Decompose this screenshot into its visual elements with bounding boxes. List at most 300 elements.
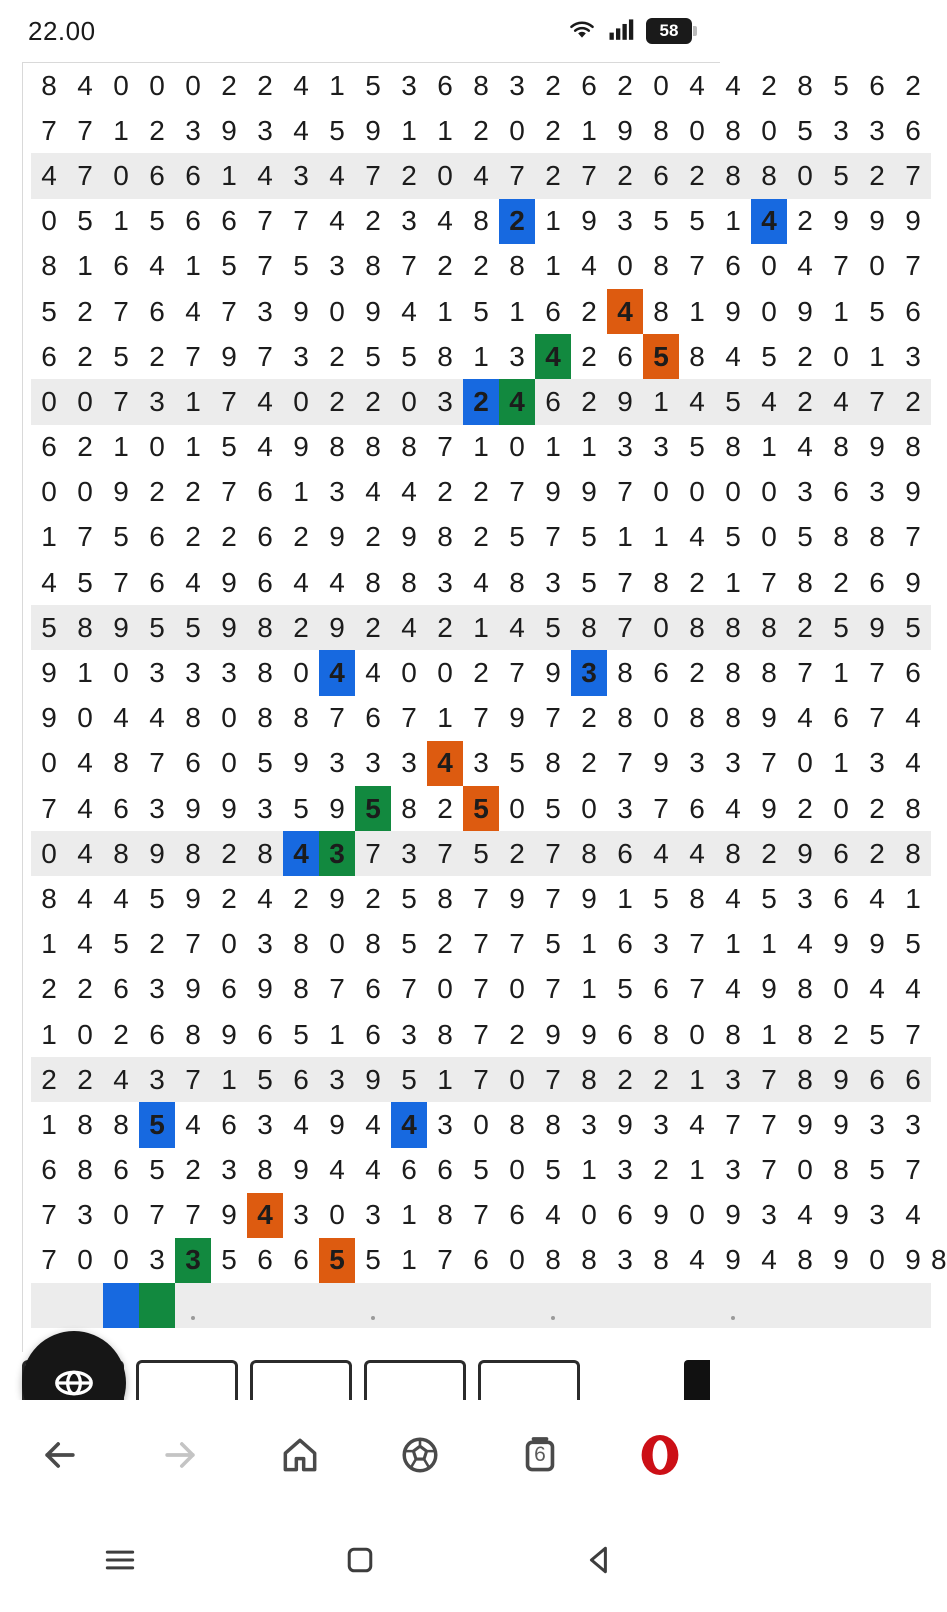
grid-cell[interactable]: 4 xyxy=(77,792,93,824)
grid-cell[interactable]: 9 xyxy=(581,205,597,237)
grid-cell[interactable]: 6 xyxy=(437,69,453,101)
grid-cell[interactable]: 6 xyxy=(725,250,741,282)
grid-cell[interactable]: 8 xyxy=(571,831,607,876)
grid-cell[interactable]: 9 xyxy=(833,205,849,237)
grid-cell[interactable]: 3 xyxy=(319,831,355,876)
grid-cell[interactable]: 3 xyxy=(365,1199,381,1231)
grid-cell[interactable]: 8 xyxy=(761,657,777,689)
grid-cell[interactable]: 3 xyxy=(401,205,417,237)
grid-cell[interactable]: 7 xyxy=(689,928,705,960)
grid-cell[interactable]: 0 xyxy=(329,295,345,327)
grid-cell[interactable]: 5 xyxy=(545,928,561,960)
grid-cell[interactable]: 9 xyxy=(905,205,921,237)
grid-cell[interactable]: 7 xyxy=(427,831,463,876)
grid-cell[interactable]: 8 xyxy=(833,431,849,463)
grid-cell[interactable]: 8 xyxy=(77,1108,93,1140)
grid-cell[interactable]: 4 xyxy=(77,69,93,101)
grid-cell[interactable]: 0 xyxy=(833,340,849,372)
grid-cell[interactable]: 9 xyxy=(725,295,741,327)
grid-cell[interactable]: 9 xyxy=(905,476,921,508)
grid-cell[interactable]: 8 xyxy=(473,69,489,101)
grid-cell[interactable]: 8 xyxy=(293,702,309,734)
grid-cell[interactable]: 0 xyxy=(437,657,453,689)
grid-cell[interactable]: 9 xyxy=(355,1057,391,1102)
grid-cell[interactable]: 0 xyxy=(509,1244,525,1276)
grid-cell[interactable]: 1 xyxy=(833,657,849,689)
grid-cell[interactable]: 2 xyxy=(221,69,237,101)
grid-cell[interactable]: 2 xyxy=(67,1057,103,1102)
grid-cell[interactable]: 4 xyxy=(545,1199,561,1231)
grid-cell[interactable]: 2 xyxy=(617,69,633,101)
grid-cell[interactable]: 1 xyxy=(725,205,741,237)
grid-cell[interactable]: 3 xyxy=(869,476,885,508)
grid-cell[interactable]: 0 xyxy=(149,431,165,463)
grid-cell[interactable]: 2 xyxy=(319,379,355,424)
grid-cell[interactable]: 4 xyxy=(77,882,93,914)
grid-cell[interactable]: 2 xyxy=(761,69,777,101)
grid-cell[interactable]: 1 xyxy=(185,250,201,282)
grid-cell[interactable]: 6 xyxy=(833,702,849,734)
grid-cell[interactable]: 3 xyxy=(617,1154,633,1186)
grid-cell[interactable]: 0 xyxy=(689,1018,705,1050)
grid-cell[interactable]: 1 xyxy=(545,250,561,282)
grid-cell[interactable]: 5 xyxy=(149,882,165,914)
grid-cell[interactable]: 1 xyxy=(545,205,561,237)
grid-cell[interactable]: 7 xyxy=(67,153,103,198)
grid-cell[interactable]: 0 xyxy=(797,747,813,779)
home-button[interactable] xyxy=(325,1525,395,1595)
grid-cell[interactable]: 9 xyxy=(365,295,381,327)
grid-cell[interactable]: 5 xyxy=(823,153,859,198)
grid-cell[interactable]: 1 xyxy=(437,114,453,146)
grid-cell[interactable]: 4 xyxy=(751,199,787,244)
grid-cell[interactable]: 9 xyxy=(905,566,921,598)
grid-cell[interactable]: 5 xyxy=(869,295,885,327)
grid-cell[interactable]: 9 xyxy=(653,747,669,779)
grid-cell[interactable]: 0 xyxy=(221,747,237,779)
grid-cell[interactable]: 5 xyxy=(545,792,561,824)
grid-cell[interactable]: 2 xyxy=(463,379,499,424)
grid-cell[interactable]: 9 xyxy=(833,928,849,960)
grid-cell[interactable]: 9 xyxy=(797,1108,813,1140)
grid-cell[interactable]: 0 xyxy=(31,831,67,876)
grid-cell[interactable]: 8 xyxy=(257,1154,273,1186)
grid-cell[interactable]: 4 xyxy=(293,1108,309,1140)
grid-cell[interactable]: 4 xyxy=(761,1244,777,1276)
grid-cell[interactable]: 6 xyxy=(283,1057,319,1102)
grid-cell[interactable]: 0 xyxy=(41,476,57,508)
grid-cell[interactable]: 3 xyxy=(427,379,463,424)
grid-cell[interactable]: 1 xyxy=(689,1154,705,1186)
grid-cell[interactable]: 7 xyxy=(751,1057,787,1102)
grid-cell[interactable]: 3 xyxy=(653,1108,669,1140)
grid-cell[interactable]: 5 xyxy=(365,69,381,101)
grid-cell[interactable]: 0 xyxy=(509,114,525,146)
grid-cell[interactable]: 5 xyxy=(221,1244,237,1276)
grid-cell[interactable]: 5 xyxy=(77,566,93,598)
grid-cell[interactable]: 3 xyxy=(617,1244,633,1276)
grid-cell[interactable]: 9 xyxy=(329,521,345,553)
grid-cell[interactable]: 3 xyxy=(293,1199,309,1231)
grid-cell[interactable]: 4 xyxy=(401,295,417,327)
grid-cell[interactable]: 7 xyxy=(221,476,237,508)
grid-cell[interactable]: 4 xyxy=(437,205,453,237)
grid-cell[interactable]: 6 xyxy=(905,657,921,689)
grid-cell[interactable]: 6 xyxy=(185,747,201,779)
grid-cell[interactable]: 8 xyxy=(103,831,139,876)
grid-cell[interactable]: 5 xyxy=(319,1238,355,1283)
grid-cell[interactable]: 9 xyxy=(329,882,345,914)
grid-cell[interactable]: 4 xyxy=(283,831,319,876)
grid-cell[interactable]: 4 xyxy=(725,69,741,101)
grid-cell[interactable]: 3 xyxy=(139,379,175,424)
grid-cell[interactable]: 3 xyxy=(797,882,813,914)
grid-cell[interactable]: 4 xyxy=(797,1199,813,1231)
grid-cell[interactable]: 8 xyxy=(571,1057,607,1102)
grid-cell[interactable]: 0 xyxy=(787,153,823,198)
grid-cell[interactable]: 8 xyxy=(689,882,705,914)
grid-cell[interactable]: 7 xyxy=(293,205,309,237)
grid-cell[interactable]: 7 xyxy=(437,431,453,463)
grid-cell[interactable]: 3 xyxy=(329,476,345,508)
grid-cell[interactable]: 4 xyxy=(113,702,129,734)
grid-cell[interactable]: 8 xyxy=(257,657,273,689)
grid-cell[interactable]: 4 xyxy=(293,566,309,598)
grid-cell[interactable]: 1 xyxy=(329,69,345,101)
grid-cell[interactable]: 4 xyxy=(247,153,283,198)
grid-cell[interactable]: 3 xyxy=(473,747,489,779)
grid-cell[interactable]: 7 xyxy=(905,1018,921,1050)
grid-partial-cell[interactable] xyxy=(283,1283,319,1328)
grid-cell[interactable]: 4 xyxy=(607,289,643,334)
grid-cell[interactable]: 3 xyxy=(617,205,633,237)
grid-cell[interactable]: 6 xyxy=(257,1018,273,1050)
grid-cell[interactable]: 6 xyxy=(617,1018,633,1050)
grid-cell[interactable]: 0 xyxy=(761,521,777,553)
grid-cell[interactable]: 5 xyxy=(221,431,237,463)
grid-cell[interactable]: 4 xyxy=(905,702,921,734)
grid-cell[interactable]: 7 xyxy=(185,1199,201,1231)
grid-cell[interactable]: 3 xyxy=(653,928,669,960)
grid-cell[interactable]: 4 xyxy=(293,69,309,101)
grid-cell[interactable]: 5 xyxy=(113,928,129,960)
grid-cell[interactable]: 7 xyxy=(437,1244,453,1276)
grid-cell[interactable]: 1 xyxy=(113,431,129,463)
recents-button[interactable] xyxy=(85,1525,155,1595)
grid-cell[interactable]: 8 xyxy=(77,1154,93,1186)
grid-cell[interactable]: 4 xyxy=(391,1102,427,1147)
grid-cell[interactable]: 2 xyxy=(149,928,165,960)
grid-cell[interactable]: 7 xyxy=(473,928,489,960)
grid-cell[interactable]: 1 xyxy=(473,340,489,372)
grid-cell[interactable]: 7 xyxy=(257,250,273,282)
grid-cell[interactable]: 4 xyxy=(329,1154,345,1186)
grid-cell[interactable]: 7 xyxy=(689,973,705,1005)
grid-partial-cell[interactable] xyxy=(643,1283,679,1328)
grid-cell[interactable]: 5 xyxy=(391,1057,427,1102)
grid-cell[interactable]: 0 xyxy=(401,657,417,689)
grid-cell[interactable]: 3 xyxy=(437,566,453,598)
grid-cell[interactable]: 0 xyxy=(113,657,129,689)
grid-cell[interactable]: 2 xyxy=(535,153,571,198)
grid-cell[interactable]: 7 xyxy=(617,566,633,598)
grid-cell[interactable]: 5 xyxy=(473,1154,489,1186)
grid-cell[interactable]: 7 xyxy=(895,153,931,198)
grid-cell[interactable]: 1 xyxy=(581,431,597,463)
grid-cell[interactable]: 3 xyxy=(437,1108,453,1140)
grid-cell[interactable]: 1 xyxy=(77,250,93,282)
grid-cell[interactable]: 0 xyxy=(473,1108,489,1140)
grid-cell[interactable]: 2 xyxy=(31,1057,67,1102)
grid-cell[interactable]: 7 xyxy=(113,566,129,598)
grid-cell[interactable]: 0 xyxy=(689,476,705,508)
grid-cell[interactable]: 9 xyxy=(787,831,823,876)
grid-cell[interactable]: 4 xyxy=(499,379,535,424)
grid-cell[interactable]: 0 xyxy=(761,114,777,146)
grid-cell[interactable]: 5 xyxy=(401,928,417,960)
opera-menu-button[interactable] xyxy=(623,1418,697,1492)
grid-cell[interactable]: 3 xyxy=(257,295,273,327)
grid-cell[interactable]: 9 xyxy=(869,205,885,237)
grid-cell[interactable]: 8 xyxy=(653,295,669,327)
grid-cell[interactable]: 0 xyxy=(103,153,139,198)
grid-cell[interactable]: 2 xyxy=(185,1154,201,1186)
grid-partial-cell[interactable] xyxy=(247,1283,283,1328)
grid-cell[interactable]: 7 xyxy=(41,792,57,824)
grid-cell[interactable]: 2 xyxy=(869,792,885,824)
grid-cell[interactable]: 0 xyxy=(509,792,525,824)
grid-cell[interactable]: 6 xyxy=(581,69,597,101)
grid-cell[interactable]: 8 xyxy=(545,1108,561,1140)
grid-cell[interactable]: 9 xyxy=(725,1199,741,1231)
grid-cell[interactable]: 2 xyxy=(581,702,597,734)
grid-cell[interactable]: 0 xyxy=(77,1018,93,1050)
grid-cell[interactable]: 2 xyxy=(581,747,597,779)
grid-cell[interactable]: 4 xyxy=(31,153,67,198)
grid-cell[interactable]: 2 xyxy=(473,250,489,282)
grid-cell[interactable]: 9 xyxy=(869,431,885,463)
grid-cell[interactable]: 7 xyxy=(77,114,93,146)
grid-cell[interactable]: 0 xyxy=(797,1154,813,1186)
grid-cell[interactable]: 2 xyxy=(859,153,895,198)
grid-cell[interactable]: 7 xyxy=(257,340,273,372)
grid-cell[interactable]: 8 xyxy=(715,153,751,198)
grid-cell[interactable]: 5 xyxy=(293,250,309,282)
grid-cell[interactable]: 0 xyxy=(67,379,103,424)
grid-cell[interactable]: 5 xyxy=(761,882,777,914)
grid-cell[interactable]: 7 xyxy=(545,973,561,1005)
grid-cell[interactable]: 9 xyxy=(761,702,777,734)
grid-cell[interactable]: 4 xyxy=(257,431,273,463)
grid-cell[interactable]: 8 xyxy=(365,250,381,282)
grid-cell[interactable]: 6 xyxy=(859,1057,895,1102)
grid-cell[interactable]: 4 xyxy=(319,650,355,695)
partial-box[interactable] xyxy=(478,1360,580,1403)
grid-cell[interactable]: 5 xyxy=(869,1018,885,1050)
grid-cell[interactable]: 8 xyxy=(67,605,103,650)
grid-cell[interactable]: 1 xyxy=(77,657,93,689)
grid-cell[interactable]: 5 xyxy=(725,521,741,553)
grid-cell[interactable]: 7 xyxy=(41,1199,57,1231)
grid-cell[interactable]: 0 xyxy=(725,476,741,508)
grid-cell[interactable]: 7 xyxy=(761,1108,777,1140)
grid-cell[interactable]: 7 xyxy=(329,702,345,734)
grid-cell[interactable]: 2 xyxy=(365,205,381,237)
grid-cell[interactable]: 9 xyxy=(211,605,247,650)
grid-cell[interactable]: 4 xyxy=(905,973,921,1005)
grid-cell[interactable]: 8 xyxy=(365,431,381,463)
grid-cell[interactable]: 4 xyxy=(257,882,273,914)
grid-cell[interactable]: 5 xyxy=(113,340,129,372)
grid-cell[interactable]: 8 xyxy=(293,928,309,960)
grid-cell[interactable]: 8 xyxy=(797,1244,813,1276)
grid-cell[interactable]: 1 xyxy=(401,114,417,146)
grid-cell[interactable]: 7 xyxy=(77,521,93,553)
grid-cell[interactable]: 0 xyxy=(221,928,237,960)
grid-cell[interactable]: 2 xyxy=(787,379,823,424)
grid-cell[interactable]: 0 xyxy=(581,1199,597,1231)
grid-cell[interactable]: 5 xyxy=(535,605,571,650)
grid-cell[interactable]: 7 xyxy=(175,1057,211,1102)
grid-cell[interactable]: 9 xyxy=(41,702,57,734)
grid-cell[interactable]: 8 xyxy=(689,702,705,734)
grid-cell[interactable]: 9 xyxy=(221,114,237,146)
grid-cell[interactable]: 3 xyxy=(221,1154,237,1186)
grid-cell[interactable]: 4 xyxy=(869,973,885,1005)
grid-cell[interactable]: 4 xyxy=(319,153,355,198)
grid-cell[interactable]: 4 xyxy=(149,250,165,282)
grid-cell[interactable]: 8 xyxy=(247,605,283,650)
grid-partial-cell[interactable] xyxy=(787,1283,823,1328)
grid-cell[interactable]: 5 xyxy=(895,605,931,650)
grid-cell[interactable]: 7 xyxy=(113,295,129,327)
grid-partial-cell[interactable] xyxy=(679,1283,715,1328)
grid-cell[interactable]: 8 xyxy=(401,431,417,463)
grid-cell[interactable]: 2 xyxy=(113,1018,129,1050)
grid-cell[interactable]: 8 xyxy=(365,566,381,598)
grid-cell[interactable]: 6 xyxy=(653,973,669,1005)
grid-partial-cell[interactable] xyxy=(535,1283,571,1328)
grid-cell[interactable]: 3 xyxy=(905,1108,921,1140)
grid-cell[interactable]: 7 xyxy=(509,476,525,508)
grid-cell[interactable]: 7 xyxy=(833,250,849,282)
grid-cell[interactable]: 1 xyxy=(689,295,705,327)
grid-cell[interactable]: 8 xyxy=(797,1018,813,1050)
grid-cell[interactable]: 6 xyxy=(643,153,679,198)
grid-partial-cell[interactable] xyxy=(499,1283,535,1328)
grid-cell[interactable]: 7 xyxy=(509,657,525,689)
grid-cell[interactable]: 8 xyxy=(247,831,283,876)
grid-cell[interactable]: 8 xyxy=(715,605,751,650)
grid-cell[interactable]: 5 xyxy=(581,521,597,553)
grid-cell[interactable]: 3 xyxy=(149,792,165,824)
grid-cell[interactable]: 3 xyxy=(869,1108,885,1140)
grid-cell[interactable]: 4 xyxy=(689,69,705,101)
grid-cell[interactable]: 6 xyxy=(905,114,921,146)
grid-cell[interactable]: 6 xyxy=(113,973,129,1005)
grid-cell[interactable]: 5 xyxy=(643,334,679,379)
grid-cell[interactable]: 7 xyxy=(653,792,669,824)
grid-cell[interactable]: 2 xyxy=(365,882,381,914)
grid-cell[interactable]: 9 xyxy=(545,1018,561,1050)
grid-cell[interactable]: 4 xyxy=(365,1154,381,1186)
grid-cell[interactable]: 8 xyxy=(401,566,417,598)
grid-cell[interactable]: 2 xyxy=(283,605,319,650)
grid-cell[interactable]: 1 xyxy=(679,1057,715,1102)
grid-cell[interactable]: 2 xyxy=(77,973,93,1005)
grid-cell[interactable]: 3 xyxy=(581,1108,597,1140)
grid-cell[interactable]: 6 xyxy=(257,566,273,598)
grid-cell[interactable]: 0 xyxy=(391,379,427,424)
grid-cell[interactable]: 5 xyxy=(77,205,93,237)
grid-cell[interactable]: 8 xyxy=(797,566,813,598)
grid-cell[interactable]: 6 xyxy=(365,702,381,734)
grid-cell[interactable]: 3 xyxy=(149,973,165,1005)
grid-cell[interactable]: 0 xyxy=(77,702,93,734)
grid-cell[interactable]: 1 xyxy=(869,340,885,372)
grid-cell[interactable]: 8 xyxy=(365,928,381,960)
grid-cell[interactable]: 4 xyxy=(427,741,463,786)
grid-cell[interactable]: 4 xyxy=(77,747,93,779)
grid-cell[interactable]: 4 xyxy=(401,476,417,508)
grid-cell[interactable]: 9 xyxy=(797,295,813,327)
grid-cell[interactable]: 7 xyxy=(545,702,561,734)
grid-cell[interactable]: 1 xyxy=(41,1108,57,1140)
grid-cell[interactable]: 1 xyxy=(545,431,561,463)
grid-cell[interactable]: 1 xyxy=(401,1199,417,1231)
grid-cell[interactable]: 4 xyxy=(679,831,715,876)
grid-cell[interactable]: 5 xyxy=(401,340,417,372)
grid-cell[interactable]: 0 xyxy=(653,69,669,101)
grid-cell[interactable]: 3 xyxy=(401,747,417,779)
grid-partial-cell[interactable] xyxy=(139,1283,175,1328)
grid-cell[interactable]: 9 xyxy=(185,792,201,824)
grid-cell[interactable]: 1 xyxy=(905,882,921,914)
grid-cell[interactable]: 2 xyxy=(437,928,453,960)
grid-cell[interactable]: 6 xyxy=(221,973,237,1005)
grid-cell[interactable]: 8 xyxy=(329,431,345,463)
grid-cell[interactable]: 1 xyxy=(509,295,525,327)
grid-cell[interactable]: 8 xyxy=(653,1244,669,1276)
grid-cell[interactable]: 3 xyxy=(617,792,633,824)
grid-cell[interactable]: 2 xyxy=(77,340,93,372)
grid-cell[interactable]: 7 xyxy=(797,657,813,689)
grid-cell[interactable]: 0 xyxy=(113,1244,129,1276)
grid-cell[interactable]: 8 xyxy=(725,657,741,689)
grid-cell[interactable]: 8 xyxy=(617,657,633,689)
grid-cell[interactable]: 8 xyxy=(725,1018,741,1050)
grid-partial-cell[interactable] xyxy=(31,1283,67,1328)
grid-cell[interactable]: 1 xyxy=(581,1154,597,1186)
grid-cell[interactable]: 3 xyxy=(761,1199,777,1231)
grid-cell[interactable]: 3 xyxy=(257,928,273,960)
grid-cell[interactable]: 5 xyxy=(473,295,489,327)
grid-cell[interactable]: 5 xyxy=(797,114,813,146)
grid-cell[interactable]: 5 xyxy=(329,114,345,146)
grid-cell[interactable]: 5 xyxy=(833,69,849,101)
grid-cell[interactable]: 7 xyxy=(185,928,201,960)
grid-cell[interactable]: 8 xyxy=(653,114,669,146)
grid-cell[interactable]: 5 xyxy=(41,295,57,327)
grid-cell[interactable]: 2 xyxy=(905,69,921,101)
grid-cell[interactable]: 1 xyxy=(329,1018,345,1050)
grid-partial-cell[interactable] xyxy=(823,1283,859,1328)
grid-cell[interactable]: 6 xyxy=(41,340,57,372)
grid-cell[interactable]: 2 xyxy=(473,521,489,553)
grid-cell[interactable]: 7 xyxy=(617,747,633,779)
grid-cell[interactable]: 5 xyxy=(617,973,633,1005)
grid-cell[interactable]: 2 xyxy=(509,1018,525,1050)
